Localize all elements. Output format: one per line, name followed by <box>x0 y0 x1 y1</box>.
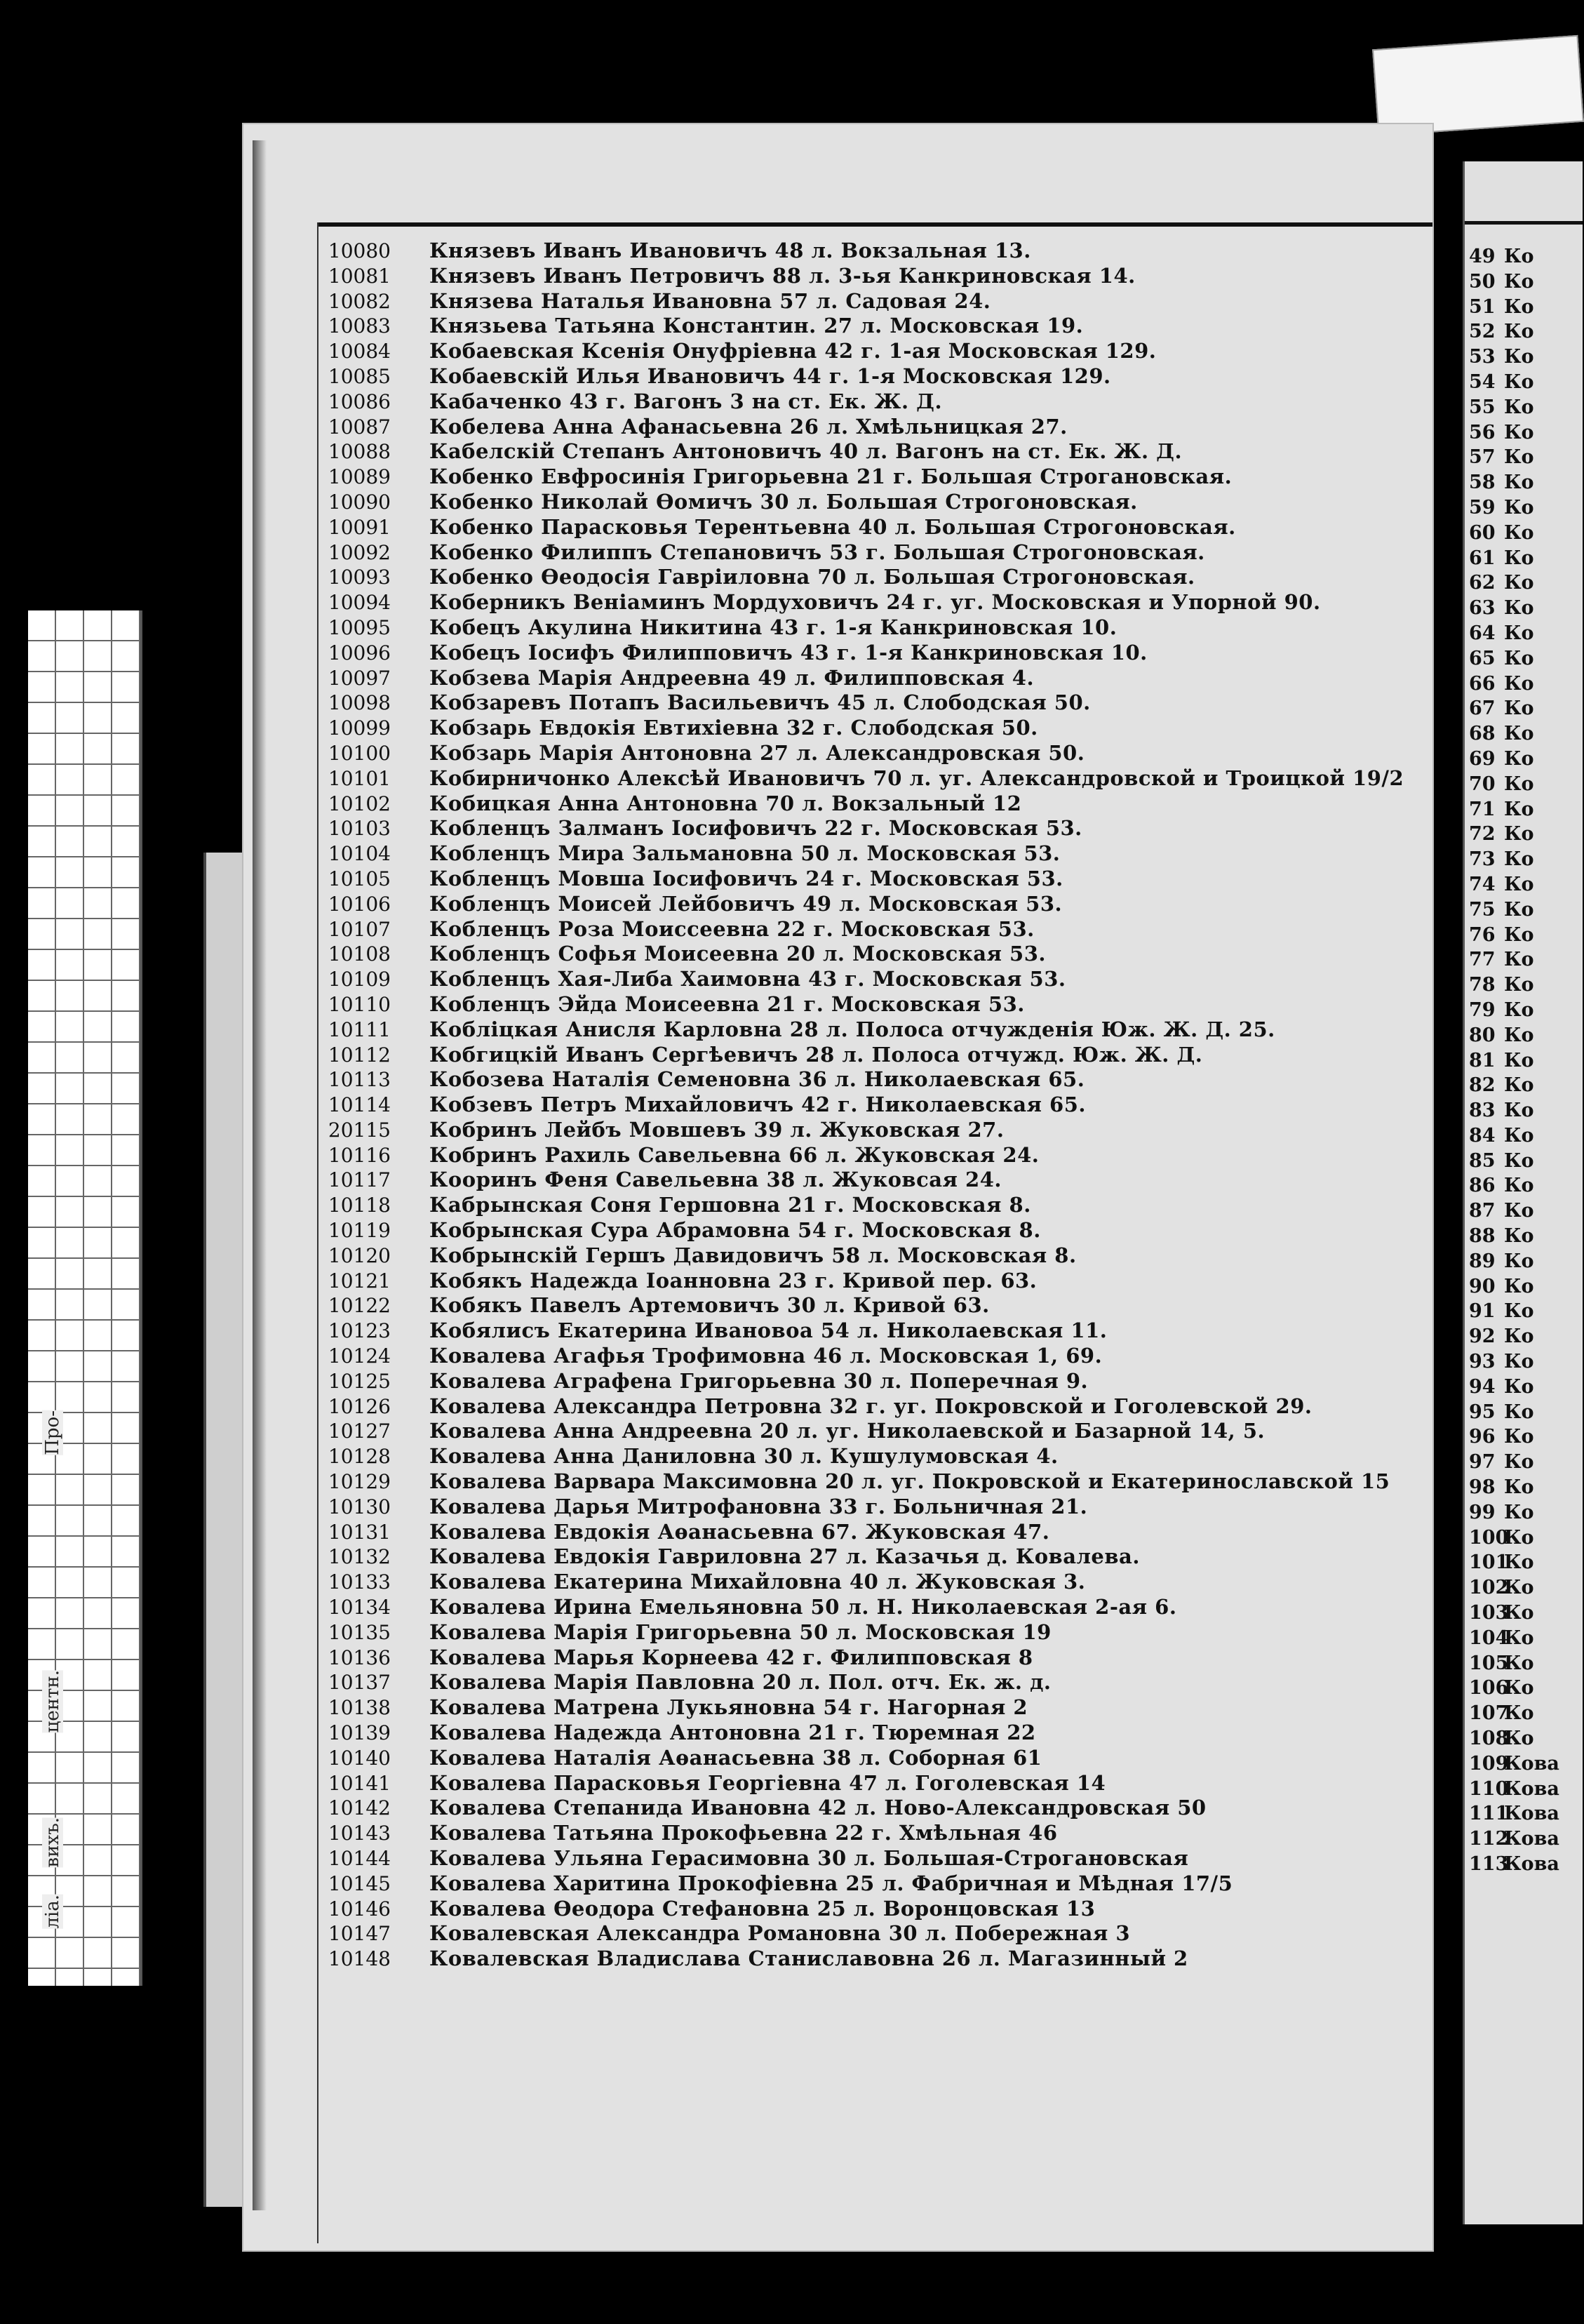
right-page-entry: Кова <box>1504 1752 1559 1775</box>
entry-number: 20115 <box>328 1118 391 1142</box>
entry-number: 10138 <box>328 1696 391 1720</box>
right-page-number: 71 <box>1469 798 1496 820</box>
right-page-entry: Ко <box>1504 672 1534 695</box>
entry-text: Кобленцъ Моисей Лейбовичъ 49 л. Московская 53. <box>429 891 1063 916</box>
entry-number: 10117 <box>328 1168 391 1192</box>
right-page-number: 91 <box>1469 1300 1496 1323</box>
entry-text: Кобзева Марія Андреевна 49 л. Филипповская 4. <box>429 665 1035 690</box>
entry-number: 10086 <box>328 389 391 413</box>
right-page-entry: Ко <box>1504 597 1534 620</box>
entry-number: 10146 <box>328 1897 391 1921</box>
entry-text: Кобякъ Павелъ Артемовичъ 30 л. Кривой 63. <box>429 1293 990 1318</box>
entry-number: 10145 <box>328 1871 391 1895</box>
entry-text: Князевъ Иванъ Петровичъ 88 л. 3-ья Канкриновская 14. <box>429 263 1136 288</box>
entry-number: 10127 <box>328 1420 391 1443</box>
right-page-entry: Ко <box>1504 396 1534 418</box>
right-page-number: 55 <box>1469 396 1496 418</box>
right-page-number: 76 <box>1469 923 1496 946</box>
right-page-number: 93 <box>1469 1351 1496 1373</box>
right-page-entry: Ко <box>1504 1551 1534 1574</box>
right-page-entry: Ко <box>1504 1225 1534 1248</box>
entry-number: 10139 <box>328 1721 391 1745</box>
entry-text: Кобленцъ Софья Моисеевна 20 л. Московская 53. <box>429 942 1047 966</box>
right-page-entry: Ко <box>1504 823 1534 846</box>
right-page-entry: Ко <box>1504 1325 1534 1348</box>
right-page-number: 58 <box>1469 472 1496 494</box>
entry-text: Ковалева Евдокія Аѳанасьевна 67. Жуковская 47. <box>429 1519 1050 1544</box>
entry-text: Кооринъ Феня Савельевна 38 л. Жуковсая 24. <box>429 1168 1002 1192</box>
right-page-entry: Ко <box>1504 1300 1534 1323</box>
right-page-number: 89 <box>1469 1250 1496 1272</box>
entry-text: Кобенко Ѳеодосія Гавріиловна 70 л. Большая Строгоновская. <box>429 565 1195 589</box>
entry-text: Кобліцкая Анисля Карловна 28 л. Полоса отчужденія Юж. Ж. Д. 25. <box>429 1017 1275 1041</box>
right-page-number: 112 <box>1469 1828 1509 1850</box>
right-page-number: 81 <box>1469 1049 1496 1071</box>
entry-text: Ковалева Анна Андреевна 20 л. уг. Николаевской и Базарной 14, 5. <box>429 1419 1266 1443</box>
right-page-number: 111 <box>1469 1803 1509 1825</box>
right-page-entry: Ко <box>1504 798 1534 820</box>
right-page-number: 79 <box>1469 999 1496 1021</box>
entry-number: 10112 <box>328 1043 391 1067</box>
right-page-number: 57 <box>1469 446 1496 469</box>
right-page-rule <box>1465 221 1583 225</box>
entry-text: Кобякъ Надежда Іоанновна 23 г. Кривой пер. 63. <box>429 1268 1038 1293</box>
entry-number: 10136 <box>328 1645 391 1669</box>
header-rule <box>317 222 1432 227</box>
entry-number: 10109 <box>328 968 391 991</box>
entry-number: 10119 <box>328 1219 391 1243</box>
right-page-entry: Ко <box>1504 923 1534 946</box>
right-page-number: 70 <box>1469 773 1496 795</box>
right-page-number: 52 <box>1469 321 1496 343</box>
entry-text: Ковалева Матрена Лукьяновна 54 г. Нагорная 2 <box>429 1695 1028 1720</box>
entry-number: 10126 <box>328 1394 391 1418</box>
entry-number: 10090 <box>328 490 391 514</box>
right-page-entry: Ко <box>1504 1024 1534 1046</box>
entry-text: Кабелскій Степанъ Антоновичъ 40 л. Вагонъ на ст. Ек. Ж. Д. <box>429 439 1183 464</box>
entry-text: Кобзевъ Петръ Михайловичъ 42 г. Николаевская 65. <box>429 1093 1086 1117</box>
right-adjacent-page <box>1463 161 1583 2224</box>
entry-number: 10091 <box>328 515 391 539</box>
right-page-entry: Ко <box>1504 1426 1534 1448</box>
entry-text: Кобленцъ Эйда Моисеевна 21 г. Московская 53. <box>429 991 1025 1016</box>
right-page-entry: Ко <box>1504 1049 1534 1071</box>
right-page-number: 77 <box>1469 949 1496 971</box>
entry-text: Кобринъ Лейбъ Мовшевъ 39 л. Жуковская 27. <box>429 1117 1005 1142</box>
right-page-entry: Ко <box>1504 622 1534 644</box>
right-page-entry: Ко <box>1504 547 1534 569</box>
right-page-entry: Ко <box>1504 1652 1534 1674</box>
right-page-number: 86 <box>1469 1175 1496 1197</box>
entry-number: 10129 <box>328 1470 391 1494</box>
entry-number: 10121 <box>328 1269 391 1293</box>
entry-number: 10085 <box>328 364 391 388</box>
right-page-number: 100 <box>1469 1526 1509 1549</box>
right-page-number: 65 <box>1469 647 1496 669</box>
right-page-number: 53 <box>1469 346 1496 368</box>
entry-number: 10089 <box>328 465 391 489</box>
entry-text: Ковалева Парасковья Георгіевна 47 л. Гоголевская 14 <box>429 1770 1106 1795</box>
entry-text: Ковалева Степанида Ивановна 42 л. Ново-Александровская 50 <box>429 1796 1207 1820</box>
entry-text: Ковалева Варвара Максимовна 20 л. уг. Покровской и Екатеринославской 15 <box>429 1469 1390 1494</box>
right-page-number: 85 <box>1469 1149 1496 1172</box>
entry-number: 10140 <box>328 1746 391 1770</box>
entry-number: 10142 <box>328 1796 391 1820</box>
entry-number: 10144 <box>328 1847 391 1870</box>
directory-page <box>242 123 1434 2252</box>
right-page-entry: Ко <box>1504 1351 1534 1373</box>
column-divider <box>317 222 318 2243</box>
entry-number: 10148 <box>328 1947 391 1971</box>
entry-text: Кобенко Николай Ѳомичъ 30 л. Большая Строгоновская. <box>429 489 1138 514</box>
entry-text: Ковалева Агафья Трофимовна 46 л. Московская 1, 69. <box>429 1344 1103 1368</box>
entry-number: 10093 <box>328 566 391 589</box>
entry-text: Кобрынскій Гершъ Давидовичъ 58 л. Московская 8. <box>429 1243 1077 1267</box>
right-page-entry: Ко <box>1504 1501 1534 1523</box>
right-page-number: 94 <box>1469 1375 1496 1398</box>
entry-text: Ковалева Аграфена Григорьевна 30 л. Поперечная 9. <box>429 1368 1089 1393</box>
right-page-entry: Ко <box>1504 1627 1534 1649</box>
entry-text: Ковалева Марія Павловна 20 л. Пол. отч. Ек. ж. д. <box>429 1670 1052 1695</box>
right-page-number: 74 <box>1469 873 1496 895</box>
right-page-entry: Ко <box>1504 1124 1534 1147</box>
entry-number: 10098 <box>328 691 391 715</box>
entry-text: Кобенко Филиппъ Степановичъ 53 г. Большая Строгоновская. <box>429 540 1205 564</box>
right-page-entry: Ко <box>1504 999 1534 1021</box>
entry-number: 10103 <box>328 817 391 841</box>
entry-number: 10101 <box>328 766 391 790</box>
right-page-entry: Ко <box>1504 1526 1534 1549</box>
right-page-number: 113 <box>1469 1853 1509 1875</box>
entry-text: Кабаченко 43 г. Вагонъ 3 на ст. Ек. Ж. Д. <box>429 389 943 413</box>
right-page-text <box>1500 244 1583 1877</box>
right-page-entry: Ко <box>1504 321 1534 343</box>
entry-number: 10124 <box>328 1344 391 1368</box>
right-page-number: 98 <box>1469 1476 1496 1499</box>
entry-text: Ковалева Евдокія Гавриловна 27 л. Казачья д. Ковалева. <box>429 1544 1140 1569</box>
entry-text: Кобецъ Акулина Никитина 43 г. 1-я Канкриновская 10. <box>429 615 1117 639</box>
entry-text: Кобелева Анна Афанасьевна 26 л. Хмѣльницкая 27. <box>429 414 1068 439</box>
right-page-entry: Ко <box>1504 697 1534 720</box>
right-page-entry: Ко <box>1504 521 1534 544</box>
right-page-number: 96 <box>1469 1426 1496 1448</box>
entry-text: Кобленцъ Мира Зальмановна 50 л. Московская 53. <box>429 841 1061 866</box>
right-page-entry: Ко <box>1504 421 1534 443</box>
right-page-numbers <box>1465 244 1509 1877</box>
right-page-number: 73 <box>1469 848 1496 871</box>
right-page-number: 59 <box>1469 496 1496 519</box>
entry-number: 10084 <box>328 340 391 363</box>
entry-text: Кобецъ Іосифъ Филипповичъ 43 г. 1-я Канкриновская 10. <box>429 640 1148 665</box>
entry-number: 10100 <box>328 741 391 765</box>
entry-number: 10096 <box>328 641 391 665</box>
entry-number: 10120 <box>328 1243 391 1267</box>
entry-text: Кобленцъ Хая-Либа Хаимовна 43 г. Московская 53. <box>429 967 1066 991</box>
left-fragment-3: вихъ. <box>42 1817 63 1868</box>
entry-number-column <box>321 239 391 1972</box>
entry-text: Ковалева Марья Корнеева 42 г. Филипповская 8 <box>429 1645 1033 1669</box>
right-page-entry: Ко <box>1504 1677 1534 1699</box>
right-page-number: 92 <box>1469 1325 1496 1348</box>
right-page-number: 49 <box>1469 246 1496 267</box>
right-page-entry: Ко <box>1504 1250 1534 1272</box>
right-page-number: 80 <box>1469 1024 1496 1046</box>
right-page-entry: Ко <box>1504 1275 1534 1297</box>
page-gutter-shadow <box>253 140 267 2210</box>
right-page-entry: Ко <box>1504 246 1534 267</box>
right-page-entry: Ко <box>1504 848 1534 871</box>
right-page-entry: Ко <box>1504 974 1534 996</box>
left-ledger-grid <box>28 610 142 1986</box>
right-page-number: 104 <box>1469 1627 1509 1649</box>
entry-number: 10131 <box>328 1520 391 1544</box>
entry-number: 10137 <box>328 1671 391 1695</box>
entry-text: Кобирничонко Алексѣй Ивановичъ 70 л. уг. Александровской и Троицкой 19/2 <box>429 766 1404 790</box>
entry-text: Кабрынская Соня Гершовна 21 г. Московская 8. <box>429 1193 1031 1217</box>
right-page-entry: Ко <box>1504 1375 1534 1398</box>
right-page-number: 72 <box>1469 823 1496 846</box>
entry-number: 10123 <box>328 1319 391 1343</box>
entry-text: Кобрынская Сура Абрамовна 54 г. Московская 8. <box>429 1218 1041 1243</box>
entry-number: 10114 <box>328 1093 391 1117</box>
right-page-number: 56 <box>1469 421 1496 443</box>
right-page-entry: Ко <box>1504 1200 1534 1222</box>
entry-text: Ковалева Александра Петровна 32 г. уг. Покровской и Гоголевской 29. <box>429 1394 1313 1418</box>
right-page-entry: Ко <box>1504 1577 1534 1599</box>
right-page-number: 50 <box>1469 270 1496 293</box>
entry-number: 10106 <box>328 892 391 916</box>
right-page-number: 84 <box>1469 1124 1496 1147</box>
right-page-number: 90 <box>1469 1275 1496 1297</box>
entry-number: 10147 <box>328 1922 391 1946</box>
right-page-entry: Ко <box>1504 1602 1534 1624</box>
entry-text-column <box>429 239 1425 1972</box>
right-page-entry: Ко <box>1504 773 1534 795</box>
right-page-entry: Кова <box>1504 1803 1559 1825</box>
right-page-number: 88 <box>1469 1225 1496 1248</box>
entry-number: 10143 <box>328 1822 391 1845</box>
right-page-entry: Ко <box>1504 270 1534 293</box>
entry-text: Ковалева Татьяна Прокофьевна 22 г. Хмѣльная 46 <box>429 1821 1058 1845</box>
right-page-entry: Ко <box>1504 1074 1534 1097</box>
right-page-entry: Ко <box>1504 446 1534 469</box>
right-page-entry: Ко <box>1504 949 1534 971</box>
left-fragment-4: ліа. <box>42 1895 63 1929</box>
entry-number: 10104 <box>328 842 391 866</box>
entry-text: Ковалева Надежда Антоновна 21 г. Тюремная 22 <box>429 1721 1036 1745</box>
entry-text: Ковалева Екатерина Михайловна 40 л. Жуковская 3. <box>429 1570 1086 1594</box>
right-page-number: 110 <box>1469 1777 1509 1800</box>
right-page-number: 67 <box>1469 697 1496 720</box>
right-page-entry: Ко <box>1504 1100 1534 1122</box>
right-page-entry: Ко <box>1504 295 1534 318</box>
right-page-number: 78 <box>1469 974 1496 996</box>
entry-text: Кобзарь Евдокія Евтихіевна 32 г. Слободская 50. <box>429 716 1038 740</box>
entry-number: 10097 <box>328 666 391 690</box>
entry-text: Кобринъ Рахиль Савельевна 66 л. Жуковская 24. <box>429 1142 1040 1167</box>
right-page-number: 54 <box>1469 370 1496 393</box>
entry-text: Кобзаревъ Потапъ Васильевичъ 45 л. Слободская 50. <box>429 690 1091 715</box>
right-page-entry: Ко <box>1504 370 1534 393</box>
entry-text: Ковалева Ѳеодора Стефановна 25 л. Воронцовская 13 <box>429 1896 1096 1921</box>
right-page-number: 60 <box>1469 521 1496 544</box>
left-fragment-1: Про- <box>42 1410 63 1455</box>
right-page-number: 99 <box>1469 1501 1496 1523</box>
entry-text: Кобзарь Марія Антоновна 27 л. Александровская 50. <box>429 740 1085 765</box>
right-page-entry: Ко <box>1504 346 1534 368</box>
entry-number: 10088 <box>328 440 391 464</box>
right-page-number: 109 <box>1469 1752 1509 1775</box>
right-page-number: 61 <box>1469 547 1496 569</box>
right-page-number: 75 <box>1469 898 1496 921</box>
right-page-number: 63 <box>1469 597 1496 620</box>
right-page-entry: Ко <box>1504 1476 1534 1499</box>
entry-number: 10107 <box>328 917 391 941</box>
entry-number: 10094 <box>328 591 391 615</box>
entry-number: 10132 <box>328 1545 391 1569</box>
entry-number: 10128 <box>328 1445 391 1469</box>
entry-text: Князева Наталья Ивановна 57 л. Садовая 24. <box>429 288 991 313</box>
right-page-entry: Кова <box>1504 1853 1559 1875</box>
right-page-entry: Ко <box>1504 572 1534 594</box>
entry-number: 10081 <box>328 264 391 288</box>
entry-number: 10122 <box>328 1294 391 1318</box>
right-page-number: 62 <box>1469 572 1496 594</box>
entry-number: 10135 <box>328 1620 391 1644</box>
entry-number: 10116 <box>328 1143 391 1167</box>
right-page-entry: Ко <box>1504 1451 1534 1474</box>
entry-text: Кобенко Парасковья Терентьевна 40 л. Большая Строгоновская. <box>429 514 1236 539</box>
right-page-number: 69 <box>1469 747 1496 770</box>
entry-number: 10113 <box>328 1068 391 1092</box>
right-page-number: 97 <box>1469 1451 1496 1474</box>
entry-text: Ковалева Дарья Митрофановна 33 г. Больничная 21. <box>429 1494 1088 1518</box>
entry-text: Кобозева Наталія Семеновна 36 л. Николаевская 65. <box>429 1067 1085 1092</box>
torn-paper-corner <box>1372 35 1584 136</box>
entry-text: Ковалева Харитина Прокофіевна 25 л. Фабричная и Мѣдная 17/5 <box>429 1871 1233 1895</box>
entry-number: 10141 <box>328 1771 391 1795</box>
entry-number: 10083 <box>328 314 391 338</box>
entry-text: Ковалева Анна Даниловна 30 л. Кушулумовская 4. <box>429 1444 1059 1469</box>
right-page-number: 108 <box>1469 1728 1509 1750</box>
entry-text: Князевъ Иванъ Ивановичъ 48 л. Вокзальная 13. <box>429 239 1031 262</box>
entry-number: 10080 <box>328 239 391 262</box>
entry-text: Кобицкая Анна Антоновна 70 л. Вокзальный 12 <box>429 791 1022 815</box>
entry-text: Кобялисъ Екатерина Ивановоа 54 л. Николаевская 11. <box>429 1318 1108 1343</box>
right-page-number: 82 <box>1469 1074 1496 1097</box>
right-page-entry: Ко <box>1504 472 1534 494</box>
entry-number: 10108 <box>328 942 391 966</box>
right-page-number: 106 <box>1469 1677 1509 1699</box>
right-page-number: 107 <box>1469 1702 1509 1725</box>
entry-text: Ковалевская Владислава Станиславовна 26 л. Магазинный 2 <box>429 1946 1188 1971</box>
entry-number: 10134 <box>328 1596 391 1620</box>
right-page-number: 51 <box>1469 295 1496 318</box>
entry-number: 10118 <box>328 1194 391 1217</box>
right-page-entry: Ко <box>1504 747 1534 770</box>
entry-number: 10130 <box>328 1495 391 1518</box>
entry-number: 10105 <box>328 867 391 890</box>
right-page-entry: Ко <box>1504 1702 1534 1725</box>
entry-text: Кобаевская Ксенія Онуфріевна 42 г. 1-ая Московская 129. <box>429 339 1157 363</box>
entry-text: Кобленцъ Залманъ Іосифовичъ 22 г. Московская 53. <box>429 816 1082 841</box>
right-page-number: 64 <box>1469 622 1496 644</box>
right-page-entry: Кова <box>1504 1777 1559 1800</box>
right-page-entry: Ко <box>1504 1149 1534 1172</box>
right-page-entry: Ко <box>1504 1175 1534 1197</box>
right-page-entry: Ко <box>1504 496 1534 519</box>
entry-text: Ковалевская Александра Романовна 30 л. Побережная 3 <box>429 1921 1131 1946</box>
entry-number: 10102 <box>328 792 391 815</box>
right-page-entry: Ко <box>1504 1728 1534 1750</box>
entry-number: 10110 <box>328 992 391 1016</box>
entry-number: 10111 <box>328 1017 391 1041</box>
right-page-entry: Ко <box>1504 647 1534 669</box>
entry-number: 10082 <box>328 289 391 313</box>
right-page-entry: Ко <box>1504 873 1534 895</box>
entry-text: Ковалева Ирина Емельяновна 50 л. Н. Николаевская 2-ая 6. <box>429 1595 1177 1620</box>
entry-text: Кобленцъ Роза Моиссеевна 22 г. Московская 53. <box>429 916 1035 941</box>
entry-number: 10099 <box>328 716 391 740</box>
right-page-number: 66 <box>1469 672 1496 695</box>
entry-text: Кобенко Евфросинія Григорьевна 21 г. Большая Строгановская. <box>429 465 1233 489</box>
entry-text: Кобгицкій Иванъ Сергѣевичъ 28 л. Полоса отчужд. Юж. Ж. Д. <box>429 1042 1203 1067</box>
entry-text: Князьева Татьяна Константин. 27 л. Московская 19. <box>429 314 1084 338</box>
entry-number: 10087 <box>328 415 391 439</box>
right-page-number: 103 <box>1469 1602 1509 1624</box>
right-page-number: 105 <box>1469 1652 1509 1674</box>
entry-text: Кобленцъ Мовша Іосифовичъ 24 г. Московская 53. <box>429 866 1063 890</box>
entry-text: Кобаевскій Илья Ивановичъ 44 г. 1-я Московская 129. <box>429 363 1111 388</box>
entry-text: Коберникъ Веніаминъ Мордуховичъ 24 г. уг. Московская и Упорной 90. <box>429 590 1321 615</box>
entry-number: 10092 <box>328 540 391 564</box>
left-fragment-2: центн. <box>42 1670 63 1733</box>
entry-text: Ковалева Марія Григорьевна 50 л. Московская 19 <box>429 1620 1052 1644</box>
entry-text: Ковалева Наталія Аѳанасьевна 38 л. Соборная 61 <box>429 1745 1042 1770</box>
right-page-number: 83 <box>1469 1100 1496 1122</box>
right-page-entry: Ко <box>1504 898 1534 921</box>
right-page-number: 102 <box>1469 1577 1509 1599</box>
right-page-entry: Кова <box>1504 1828 1559 1850</box>
right-page-entry: Ко <box>1504 1401 1534 1423</box>
entry-text: Ковалева Ульяна Герасимовна 30 л. Большая-Строгановская <box>429 1846 1189 1870</box>
entry-number: 10133 <box>328 1570 391 1594</box>
right-page-number: 101 <box>1469 1551 1509 1574</box>
right-page-number: 68 <box>1469 723 1496 745</box>
right-page-number: 87 <box>1469 1200 1496 1222</box>
right-page-entry: Ко <box>1504 723 1534 745</box>
entry-number: 10125 <box>328 1369 391 1393</box>
right-page-number: 95 <box>1469 1401 1496 1423</box>
entry-number: 10095 <box>328 615 391 639</box>
